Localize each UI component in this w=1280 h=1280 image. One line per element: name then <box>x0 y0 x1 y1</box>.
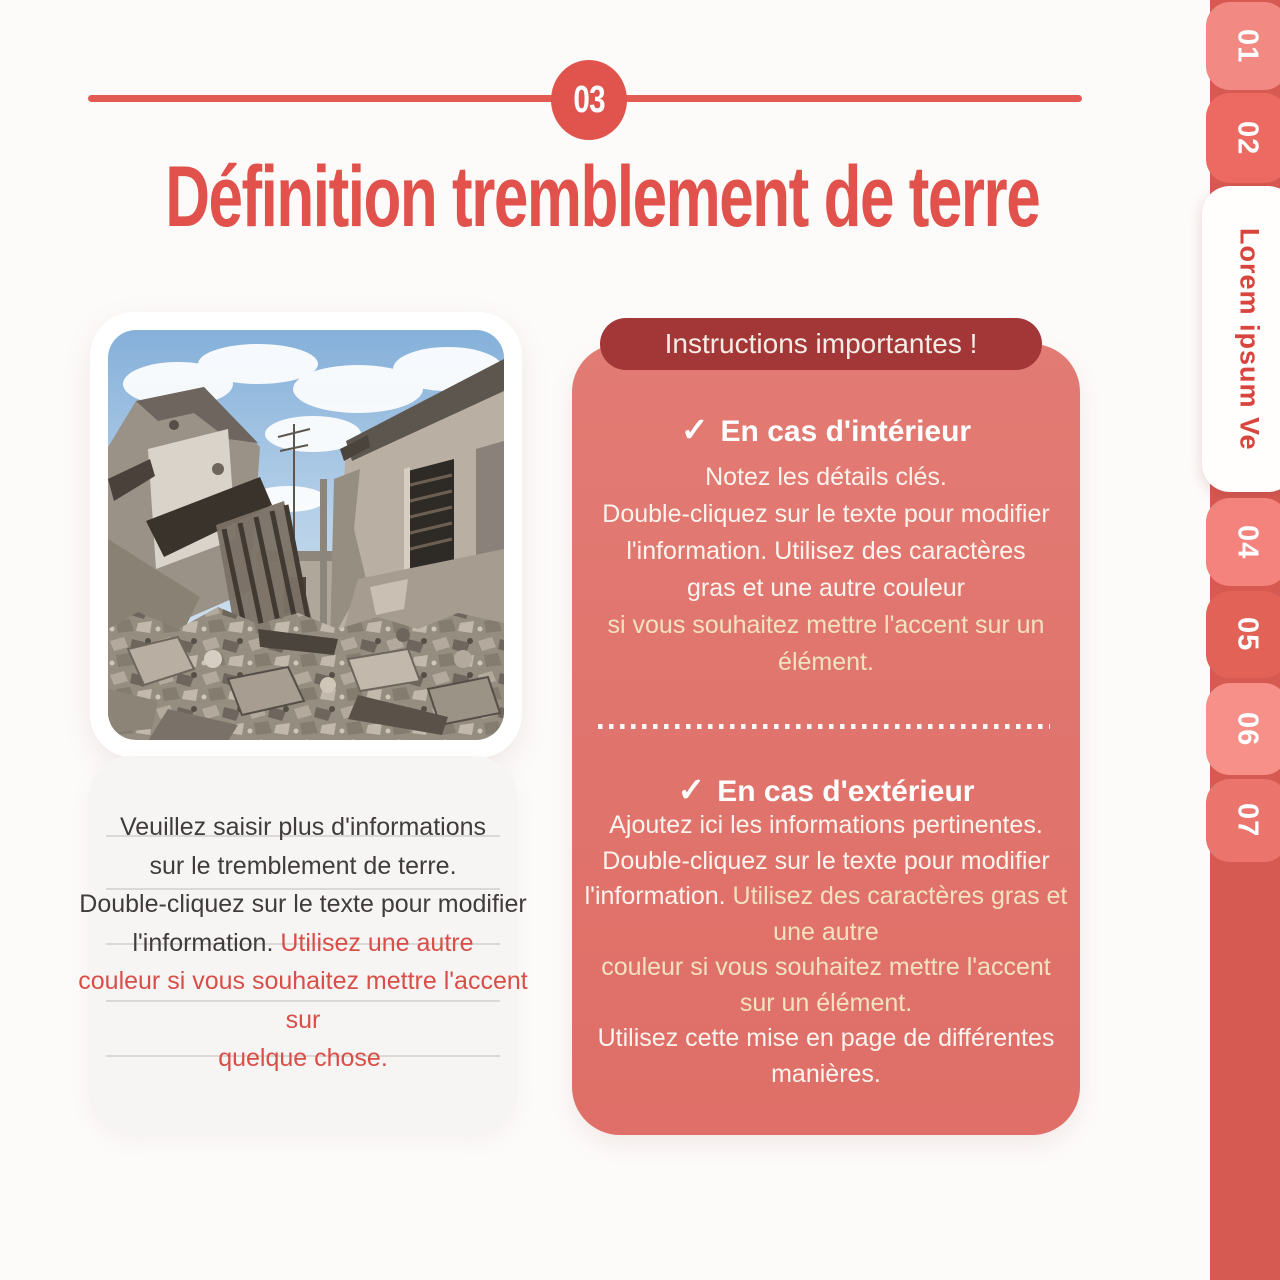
section-heading-interieur-label: En cas d'intérieur <box>720 415 972 448</box>
text-line: élément. <box>778 648 874 676</box>
sidebar-tab-01[interactable] <box>1206 2 1280 90</box>
text-line: si vous souhaitez mettre l'accent sur un <box>607 611 1045 639</box>
sidebar-tab-06[interactable] <box>1206 683 1280 775</box>
text-line: sur le tremblement de terre. <box>149 851 457 880</box>
text-line: Ajoutez ici les informations pertinentes. <box>609 811 1043 839</box>
text-line: manières. <box>771 1059 881 1088</box>
check-icon: ✓ <box>677 771 706 808</box>
text-line: Notez les détails clés. <box>705 463 947 491</box>
text-line: l'information. Utilisez des caractères <box>626 537 1026 565</box>
sidebar-tab-label: 02 <box>1231 120 1264 156</box>
section-number: 03 <box>573 78 605 121</box>
text-line: Double-cliquez sur le texte pour modifier <box>79 890 527 918</box>
text-line: Utilisez cette mise en page de différentes <box>597 1024 1055 1052</box>
sidebar-tab-07[interactable] <box>1206 779 1280 862</box>
text-line: gras et une autre couleur <box>687 574 965 602</box>
instructions-header-label: Instructions importantes ! <box>664 328 978 359</box>
note-card[interactable] <box>78 756 528 1133</box>
section-number-badge <box>551 60 627 140</box>
sidebar-tab-label: 04 <box>1231 524 1264 560</box>
sidebar-tab-label: 06 <box>1231 711 1264 747</box>
text-line: couleur si vous souhaitez mettre l'accent <box>601 953 1051 981</box>
note-text[interactable] <box>48 808 558 1078</box>
earthquake-photo-illustration <box>108 330 504 740</box>
text-line: quelque chose. <box>218 1044 388 1072</box>
text-line: sur un élément. <box>739 988 913 1017</box>
text-line: l'information. Utilisez des caractères gras et <box>584 882 1068 910</box>
instructions-panel[interactable] <box>572 344 1080 1135</box>
text-line: une autre <box>773 917 879 946</box>
section-heading-exterieur <box>572 770 1080 809</box>
sidebar-tab-label: 07 <box>1231 803 1264 838</box>
dotted-divider <box>598 724 1050 729</box>
sidebar-tab-label: Lorem ipsum Ve <box>1234 227 1265 451</box>
check-icon: ✓ <box>680 411 709 448</box>
photo-card <box>90 312 522 758</box>
section-heading-exterieur-label: En cas d'extérieur <box>717 775 975 808</box>
text-line: Veuillez saisir plus d'informations <box>119 813 487 841</box>
text-line: sur <box>285 1005 321 1034</box>
sidebar <box>1170 0 1280 1280</box>
sidebar-tab-label: 05 <box>1231 617 1264 652</box>
sidebar-tab-02[interactable] <box>1206 93 1280 183</box>
text-line: couleur si vous souhaitez mettre l'accent <box>78 967 528 995</box>
text-line: l'information. Utilisez une autre <box>132 928 474 957</box>
page-title: Définition tremblement de terre <box>165 149 1040 245</box>
section-body-exterieur[interactable] <box>552 808 1100 1092</box>
text-line: Double-cliquez sur le texte pour modifier <box>602 846 1050 875</box>
text-line: Double-cliquez sur le texte pour modifier <box>602 500 1050 528</box>
instructions-header <box>600 318 1042 370</box>
sidebar-tab-label: 01 <box>1231 28 1264 64</box>
section-body-interieur[interactable] <box>552 459 1100 681</box>
section-heading-interieur <box>572 410 1080 449</box>
sidebar-tab-active[interactable] <box>1202 186 1280 492</box>
sidebar-tab-04[interactable] <box>1206 498 1280 586</box>
earthquake-rubble-photo <box>108 330 504 740</box>
sidebar-tab-05[interactable] <box>1206 591 1280 678</box>
